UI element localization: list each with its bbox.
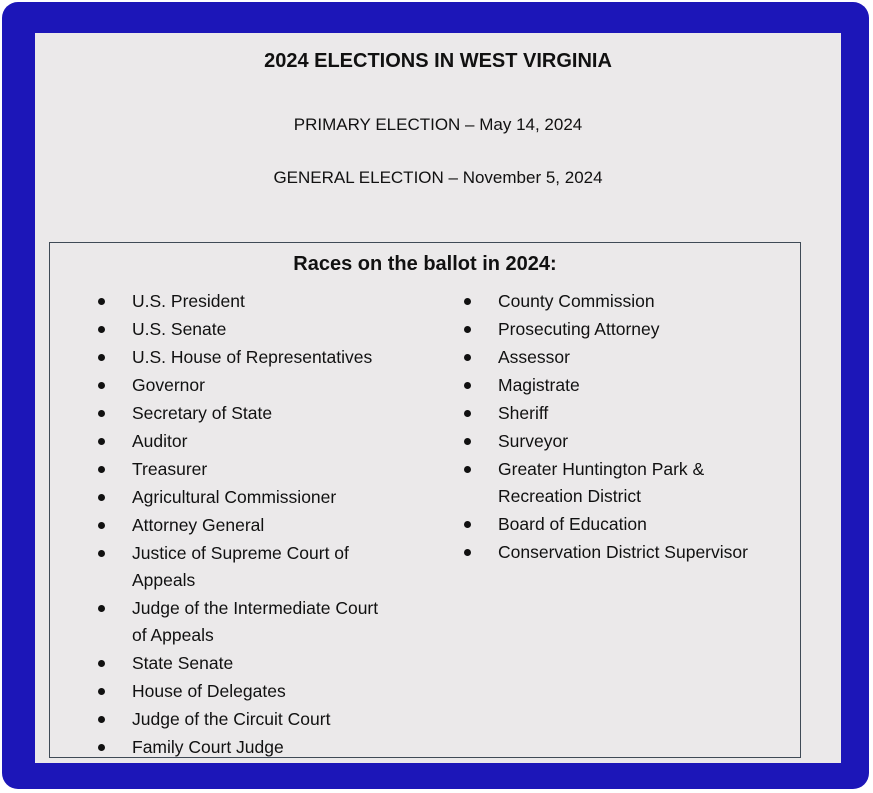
bullet-icon (464, 466, 471, 473)
race-label: Auditor (132, 431, 188, 451)
list-item (462, 511, 782, 538)
list-item (96, 428, 396, 455)
bullet-icon (98, 326, 105, 333)
list-item (96, 512, 396, 539)
list-item (96, 400, 396, 427)
bullet-icon (98, 354, 105, 361)
race-label: Judge of the Intermediate Court of Appeals (132, 598, 379, 645)
list-item (96, 650, 396, 677)
bullet-icon (98, 716, 105, 723)
bullet-icon (464, 438, 471, 445)
list-item (96, 595, 396, 649)
race-label: Attorney General (132, 515, 265, 535)
race-label: Justice of Supreme Court of Appeals (132, 543, 349, 590)
race-label: Prosecuting Attorney (498, 319, 660, 339)
race-label: Judge of the Circuit Court (132, 709, 331, 729)
list-item (96, 288, 396, 315)
list-item (462, 372, 782, 399)
race-label: U.S. Senate (132, 319, 227, 339)
races-box (49, 242, 801, 758)
bullet-icon (464, 549, 471, 556)
bullet-icon (464, 410, 471, 417)
bullet-icon (98, 660, 105, 667)
races-heading: Races on the ballot in 2024: (293, 253, 557, 275)
race-label: Family Court Judge (132, 737, 284, 757)
list-item (96, 540, 396, 594)
list-item (96, 706, 396, 733)
list-item (96, 678, 396, 705)
race-label: U.S. President (132, 291, 245, 311)
list-item (462, 344, 782, 371)
race-label: Greater Huntington Park & Recreation District (498, 459, 705, 506)
race-label: Board of Education (498, 514, 647, 534)
bullet-icon (98, 298, 105, 305)
bullet-icon (98, 744, 105, 751)
race-label: Surveyor (498, 431, 569, 451)
bullet-icon (98, 438, 105, 445)
bullet-icon (464, 298, 471, 305)
bullet-icon (98, 522, 105, 529)
race-label: U.S. House of Representatives (132, 347, 373, 367)
list-item (96, 734, 396, 761)
document-title: 2024 ELECTIONS IN WEST VIRGINIA (264, 50, 612, 72)
list-item (96, 456, 396, 483)
bullet-icon (464, 382, 471, 389)
race-label: Magistrate (498, 375, 580, 395)
blue-frame (2, 2, 869, 789)
bullet-icon (464, 354, 471, 361)
bullet-icon (98, 550, 105, 557)
bullet-icon (98, 605, 105, 612)
primary-election-date: PRIMARY ELECTION – May 14, 2024 (293, 115, 583, 134)
general-election-date: GENERAL ELECTION – November 5, 2024 (273, 168, 603, 187)
race-label: Conservation District Supervisor (498, 542, 748, 562)
list-item (462, 428, 782, 455)
list-item (96, 344, 396, 371)
races-list-left (96, 288, 396, 762)
race-label: Governor (132, 375, 205, 395)
race-label: House of Delegates (132, 681, 286, 701)
bullet-icon (98, 494, 105, 501)
bullet-icon (464, 521, 471, 528)
list-item (96, 372, 396, 399)
bullet-icon (98, 688, 105, 695)
list-item (462, 288, 782, 315)
list-item (96, 484, 396, 511)
list-item (462, 539, 782, 566)
race-label: Treasurer (132, 459, 208, 479)
race-label: Secretary of State (132, 403, 273, 423)
list-item (462, 400, 782, 427)
races-list-right (462, 288, 782, 567)
race-label: State Senate (132, 653, 234, 673)
list-item (462, 316, 782, 343)
bullet-icon (98, 410, 105, 417)
list-item (462, 456, 782, 510)
race-label: Assessor (498, 347, 570, 367)
bullet-icon (98, 382, 105, 389)
bullet-icon (98, 466, 105, 473)
race-label: Agricultural Commissioner (132, 487, 337, 507)
race-label: Sheriff (498, 403, 549, 423)
race-label: County Commission (498, 291, 655, 311)
bullet-icon (464, 326, 471, 333)
list-item (96, 316, 396, 343)
document-page (35, 33, 841, 763)
